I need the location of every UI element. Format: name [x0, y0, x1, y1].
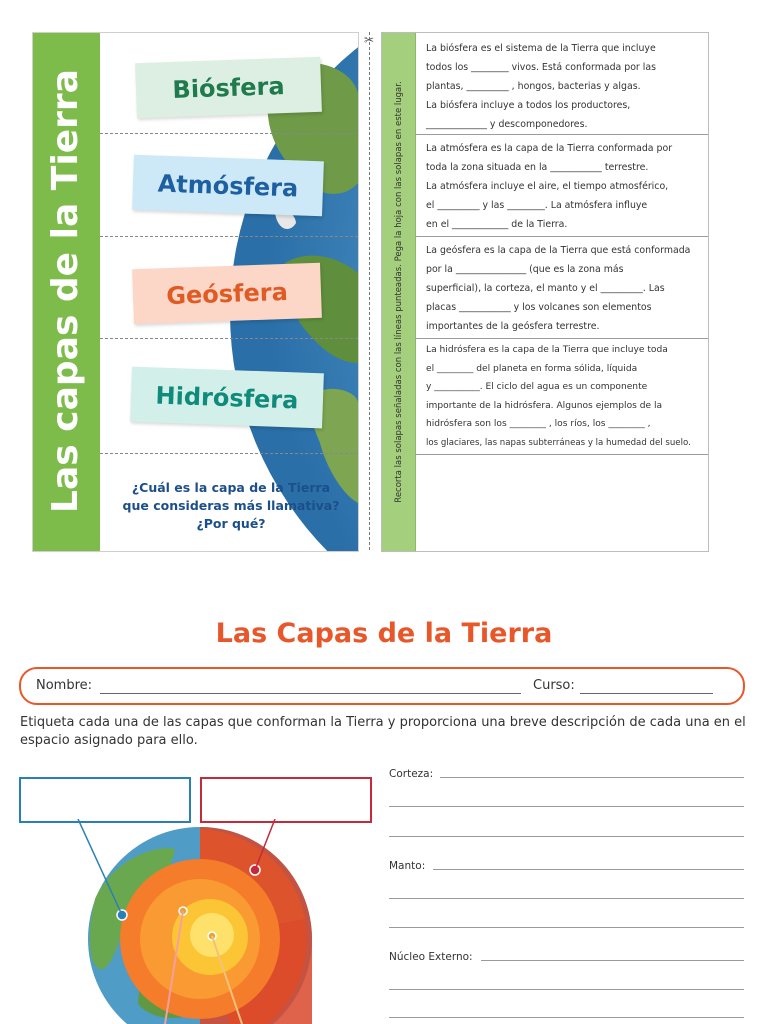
manto-line[interactable] [433, 869, 744, 870]
fold-line [100, 453, 358, 454]
name-course-box [19, 667, 745, 705]
corteza-line[interactable] [389, 806, 744, 807]
geosfera-description: La geósfera es la capa de la Tierra que está conformada por la _______________ (que es la zona más superficial), la corteza, el manto y el _________. Las placas ___________ y los volcanes son elementos importantes de la geósfera terrestre. [426, 245, 691, 332]
worksheet-title: Las Capas de la Tierra [215, 618, 553, 649]
scissors-icon: ✂ [364, 33, 375, 47]
label-hidrosfera[interactable]: Hidrósfera [130, 367, 324, 429]
corteza-line[interactable] [440, 777, 744, 778]
worksheet-instruction: Etiqueta cada una de las capas que conforman la Tierra y proporciona una breve descripción de cada una en el espacio asignado para ello. [20, 715, 746, 748]
label-atmosfera[interactable]: Atmósfera [132, 155, 324, 217]
field-label-nucleo-externo: Núcleo Externo: [389, 951, 473, 963]
row-divider [415, 338, 708, 339]
nucleo-externo-line[interactable] [389, 989, 744, 990]
atmosfera-description: La atmósfera es la capa de la Tierra conformada por toda la zona situada en la ___________ terrestre. La atmósfera incluye el aire, el tiempo atmosférico, el _________ y las ________. La atmósfera influye en el ____________ de la Tierra. [426, 143, 673, 230]
label-geosfera[interactable]: Geósfera [132, 263, 322, 325]
fold-line [100, 133, 358, 134]
corteza-line[interactable] [389, 836, 744, 837]
row-divider [415, 236, 708, 237]
nucleo-externo-line[interactable] [481, 960, 744, 961]
label-box-red[interactable] [200, 777, 372, 823]
glue-instruction: Recorta las solapas señaladas con las líneas punteadas. Pega la hoja con las solapas en este lugar. [394, 81, 404, 503]
fold-line [100, 338, 358, 339]
biosfera-description: La biósfera es el sistema de la Tierra que incluye todos los ________ vivos. Está conformada por las plantas, _________ , hongos, bacterias y algas. La biósfera incluye a todos los productores, _____________ y descomponedores. [426, 43, 657, 130]
nucleo-externo-line[interactable] [389, 1017, 744, 1018]
label-biosfera[interactable]: Biósfera [135, 57, 322, 118]
name-input-line[interactable] [100, 693, 521, 694]
vertical-title: Las capas de la Tierra [45, 69, 86, 513]
name-label: Nombre: [36, 678, 93, 693]
row-divider [415, 454, 708, 455]
earth-cross-section [0, 819, 380, 1024]
field-label-corteza: Corteza: [389, 768, 434, 780]
course-label: Curso: [533, 678, 575, 693]
manto-line[interactable] [389, 898, 744, 899]
manto-line[interactable] [389, 927, 744, 928]
course-input-line[interactable] [580, 693, 713, 694]
question-text: ¿Cuál es la capa de la Tierra que consideras más llamativa? ¿Por qué? [122, 480, 340, 531]
row-divider [415, 134, 708, 135]
field-label-manto: Manto: [389, 860, 426, 872]
cut-line [369, 32, 370, 550]
flap-panel [32, 32, 359, 552]
fold-line [100, 236, 358, 237]
hidrosfera-description: La hidrósfera es la capa de la Tierra que incluye toda el ________ del planeta en forma sólida, líquida y __________. El ciclo del agua es un componente importante de la hidrósfera. Algunos ejemplos de la hidrósfera son los ________ , los ríos, los ________ , los glaciares, las napas subterráneas y la humedad del suelo. [426, 345, 691, 448]
label-box-blue[interactable] [19, 777, 191, 823]
description-panel [381, 32, 709, 552]
